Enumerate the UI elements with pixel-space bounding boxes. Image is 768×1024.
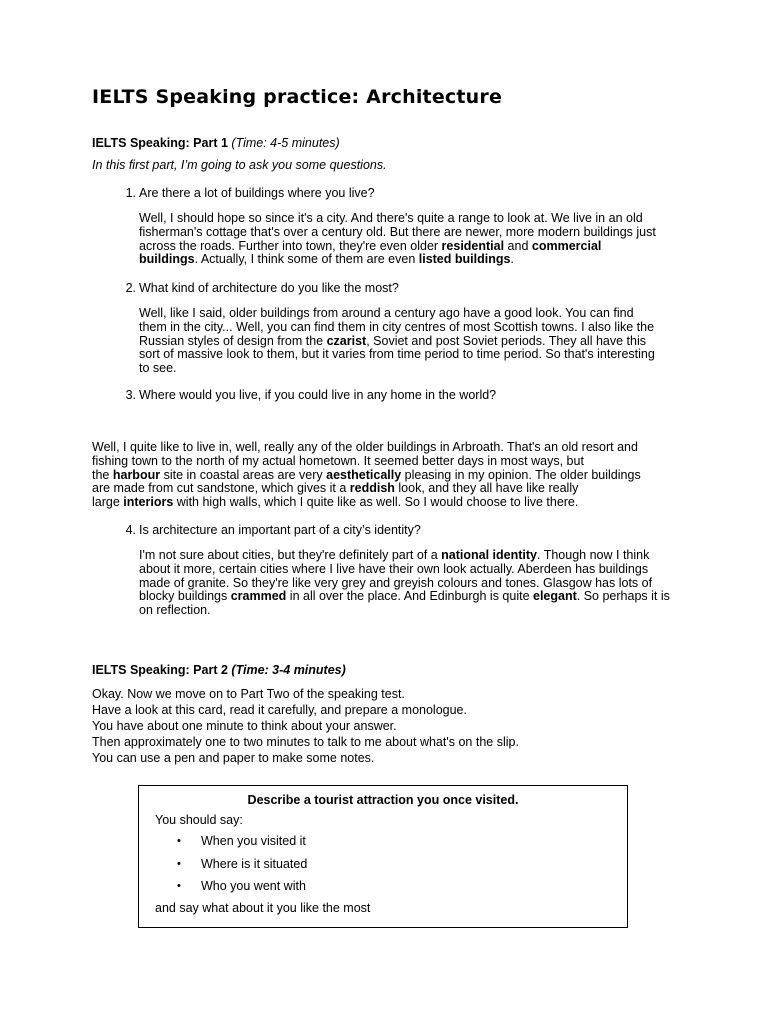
question-text: Are there a lot of buildings where you live?	[139, 186, 375, 200]
answer-line: blocky buildings crammed in all over the place. And Edinburgh is quite elegant. So perhaps it is	[139, 589, 670, 604]
cue-card-title: Describe a tourist attraction you once visited.	[247, 793, 519, 807]
answer-line: I'm not sure about cities, but they're definitely part of a national identity. Though now I think	[139, 548, 650, 562]
answer-line: large interiors with high walls, which I quite like as well. So I would choose to live there.	[92, 495, 579, 510]
part2-intro-line: You can use a pen and paper to make some notes.	[92, 751, 375, 765]
part2-intro-line: You have about one minute to think about your answer.	[92, 719, 397, 733]
question-text: What kind of architecture do you like the most?	[139, 281, 399, 295]
answer-line: buildings. Actually, I think some of them are even listed buildings.	[139, 252, 514, 267]
answer-line: are made from cut sandstone, which gives it a reddish look, and they all have like really	[92, 481, 579, 496]
question-number: 1.	[125, 186, 136, 200]
vocabulary-term: listed buildings	[418, 252, 511, 267]
vocabulary-term: residential	[441, 238, 505, 253]
part2-heading	[92, 663, 346, 677]
question-3	[116, 388, 616, 404]
part2-heading-text: IELTS Speaking: Part 2	[92, 663, 228, 677]
answer-line: across the roads. Further into town, they're even older residential and commercial	[139, 238, 602, 253]
question-1	[116, 186, 616, 202]
answer-4	[139, 549, 670, 618]
question-4	[116, 523, 616, 539]
cue-card-bullet-text: Who you went with	[201, 879, 306, 893]
question-text: Is architecture an important part of a city’s identity?	[139, 523, 421, 537]
question-text: Where would you live, if you could live in any home in the world?	[139, 388, 497, 402]
answer-2	[139, 307, 655, 376]
bullet-icon: •	[177, 880, 181, 892]
part2-intro-line: Then approximately one to two minutes to talk to me about what's on the slip.	[92, 735, 519, 749]
part1-heading	[92, 136, 340, 150]
question-2	[116, 281, 616, 297]
bullet-icon: •	[177, 857, 181, 870]
part2-time: (Time: 3-4 minutes)	[231, 663, 346, 677]
vocabulary-term: crammed	[230, 589, 287, 604]
vocabulary-term: national identity	[441, 548, 537, 562]
part1-time: (Time: 4-5 minutes)	[231, 136, 340, 150]
part1-intro: In this first part, I’m going to ask you some questions.	[92, 158, 387, 172]
cue-card	[138, 785, 628, 928]
part2-intro-line: Have a look at this card, read it carefully, and prepare a monologue.	[92, 703, 467, 717]
question-number: 2.	[125, 281, 136, 295]
page-title: IELTS Speaking practice: Architecture	[92, 86, 503, 108]
answer-line: to see.	[139, 361, 177, 376]
question-number: 4.	[125, 523, 136, 537]
answer-line: about it more, certain cities where I live have their own look actually. Aberdeen has buildings	[139, 561, 649, 576]
question-number: 3.	[125, 388, 136, 402]
vocabulary-term: czarist	[326, 333, 367, 348]
part2-intro-line: Okay. Now we move on to Part Two of the speaking test.	[92, 687, 405, 701]
answer-1	[139, 212, 656, 267]
cue-card-closing: and say what about it you like the most	[155, 901, 371, 915]
vocabulary-term: buildings	[139, 252, 195, 267]
cue-card-bullet-text: Where is it situated	[201, 856, 308, 871]
vocabulary-term: reddish	[349, 481, 395, 496]
answer-line: Well, I quite like to live in, well, really any of the older buildings in Arbroath. That's an old resort and	[92, 440, 638, 454]
bullet-icon: •	[177, 835, 181, 847]
answer-line: made of granite. So they're like very grey and greyish colours and tones. Glasgow has lots of	[139, 575, 653, 590]
vocabulary-term: aesthetically	[326, 467, 402, 482]
cue-card-bullet-text: When you visited it	[201, 834, 306, 848]
answer-line: Well, I should hope so since it's a city. And there's quite a range to look at. We live in an old	[139, 211, 643, 225]
answer-line: fishing town to the north of my actual hometown. It seemed better days in most ways, but	[92, 453, 584, 468]
vocabulary-term: harbour	[112, 467, 161, 482]
answer-line: them in the city... Well, you can find them in city centres of most Scottish towns. I also like the	[139, 319, 655, 334]
vocabulary-term: interiors	[123, 495, 174, 510]
answer-line: Russian styles of design from the czarist, Soviet and post Soviet periods. They all have this	[139, 333, 646, 348]
answer-line: sort of massive look to them, but it varies from time period to time period. So that's interesting	[139, 347, 655, 362]
vocabulary-term: elegant	[533, 589, 577, 604]
answer-line: fisherman's cottage that's over a century old. But there are newer, more modern buildings just	[139, 224, 656, 239]
answer-3	[92, 441, 641, 510]
answer-line: the harbour site in coastal areas are very aesthetically pleasing in my opinion. The older buildings	[92, 467, 641, 482]
cue-card-should-say: You should say:	[155, 813, 243, 827]
vocabulary-term: commercial	[531, 238, 602, 253]
part1-heading-text: IELTS Speaking: Part 1	[92, 136, 228, 150]
answer-line: Well, like I said, older buildings from around a century ago have a good look. You can find	[139, 306, 634, 320]
answer-line: on reflection.	[139, 603, 211, 618]
part2-intro	[92, 686, 519, 766]
